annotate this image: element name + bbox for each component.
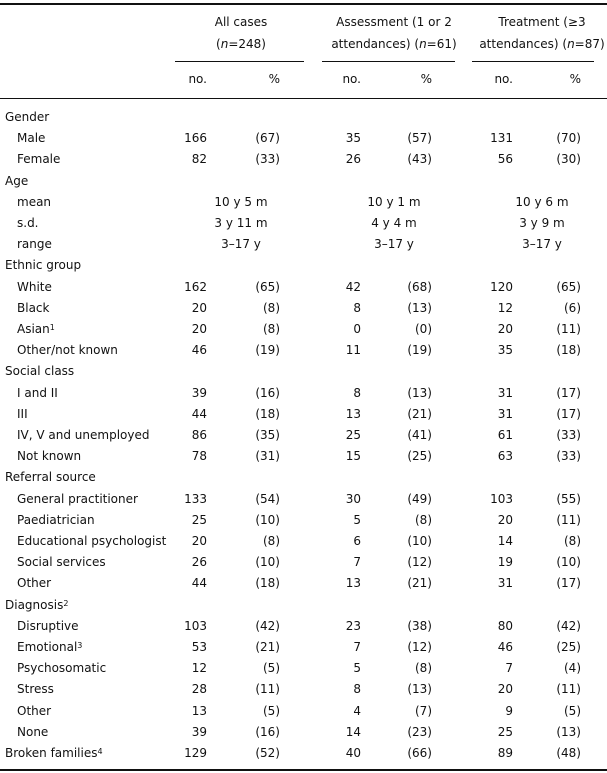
- row-label: Male: [17, 131, 46, 146]
- column-group-header: All cases: [214, 15, 268, 29]
- count-cell: 56: [497, 152, 513, 167]
- summary-value: 3–17 y: [221, 237, 261, 252]
- footnote-marker: 4: [97, 747, 103, 756]
- count-cell: 25: [191, 512, 207, 527]
- row-label: I and II: [17, 385, 58, 400]
- n-symbol: n: [220, 37, 229, 51]
- percent-cell: (16): [255, 724, 280, 739]
- percent-cell: (38): [407, 618, 432, 633]
- count-cell: 162: [184, 279, 207, 294]
- count-cell: 42: [345, 279, 361, 294]
- count-cell: 53: [191, 640, 207, 654]
- percent-cell: (13): [407, 682, 432, 697]
- count-cell: 28: [191, 682, 207, 697]
- count-cell: 13: [345, 576, 361, 591]
- percent-cell: (19): [255, 343, 280, 358]
- count-cell: 0: [353, 322, 361, 336]
- row-label: Not known: [17, 449, 82, 464]
- section-title: Gender: [5, 110, 50, 124]
- count-cell: 44: [191, 406, 207, 421]
- row-label: range: [17, 237, 52, 252]
- count-cell: 31: [497, 385, 513, 400]
- percent-cell: (67): [255, 131, 280, 146]
- percent-cell: (10): [255, 512, 280, 527]
- row-label: None: [17, 724, 49, 739]
- column-group-subheader: (n=248): [216, 37, 266, 51]
- count-cell: 35: [345, 131, 361, 146]
- percent-cell: (18): [556, 343, 581, 358]
- count-cell: 15: [345, 449, 361, 464]
- count-cell: 39: [191, 385, 207, 400]
- count-cell: 11: [345, 343, 361, 358]
- percent-cell: (23): [407, 724, 432, 739]
- count-cell: 5: [353, 661, 361, 676]
- percent-cell: (42): [255, 618, 280, 633]
- percent-cell: (6): [564, 300, 581, 315]
- count-cell: 39: [191, 724, 207, 739]
- row-label: Other: [17, 576, 52, 591]
- count-cell: 30: [345, 491, 361, 506]
- percent-cell: (68): [407, 279, 432, 294]
- summary-value: 10 y 5 m: [214, 194, 268, 209]
- percent-cell: (19): [407, 343, 432, 358]
- section-title: Diagnosis$^2$: [5, 597, 69, 612]
- count-cell: 80: [497, 618, 513, 633]
- group-underline: [322, 61, 455, 62]
- n-symbol: n: [419, 37, 427, 51]
- row-label: Other: [17, 703, 52, 718]
- summary-value: 4 y 4 m: [371, 216, 417, 230]
- count-cell: 133: [184, 491, 207, 506]
- count-cell: 5: [353, 512, 361, 527]
- bottom-rule: [0, 769, 607, 771]
- percent-cell: (18): [255, 406, 280, 421]
- percent-cell: (43): [407, 152, 432, 167]
- count-cell: 20: [497, 322, 513, 336]
- group-underline: [175, 61, 304, 62]
- count-cell: 19: [497, 555, 513, 570]
- count-cell: 103: [184, 618, 207, 633]
- summary-value: 10 y 1 m: [367, 194, 421, 209]
- percent-cell: (16): [255, 385, 280, 400]
- count-cell: 25: [345, 428, 361, 442]
- count-cell: 46: [191, 343, 207, 358]
- percent-cell: (8): [263, 300, 280, 315]
- summary-value: 3 y 9 m: [519, 216, 565, 230]
- count-cell: 20: [497, 512, 513, 527]
- count-cell: 61: [497, 428, 513, 442]
- percent-cell: (0): [415, 322, 432, 336]
- percent-cell: (11): [556, 682, 581, 697]
- percent-cell: (8): [263, 322, 280, 336]
- column-header-no: no.: [188, 72, 207, 86]
- percent-cell: (65): [556, 279, 581, 294]
- percent-cell: (13): [407, 385, 432, 400]
- section-title: Age: [5, 173, 29, 188]
- row-label: Black: [17, 300, 50, 315]
- percent-cell: (18): [255, 576, 280, 591]
- column-group-header: Treatment (≥3: [498, 15, 586, 29]
- percent-cell: (7): [415, 703, 432, 718]
- count-cell: 103: [490, 491, 513, 506]
- percent-cell: (21): [407, 406, 432, 421]
- percent-cell: (42): [556, 618, 581, 633]
- percent-cell: (10): [556, 555, 581, 570]
- percent-cell: (8): [263, 534, 280, 548]
- percent-cell: (5): [263, 661, 280, 676]
- percent-cell: (41): [407, 428, 432, 442]
- column-group-header: Assessment (1 or 2: [336, 15, 452, 29]
- top-rule: [0, 3, 607, 5]
- row-label: Asian$^1$: [17, 322, 55, 336]
- percent-cell: (8): [415, 661, 432, 676]
- count-cell: 13: [191, 703, 207, 718]
- percent-cell: (33): [255, 152, 280, 167]
- section-title: Ethnic group: [5, 258, 82, 273]
- section-title: Referral source: [5, 470, 96, 485]
- percent-cell: (8): [564, 534, 581, 548]
- percent-cell: (13): [407, 300, 432, 315]
- count-cell: 26: [345, 152, 361, 167]
- row-label: Psychosomatic: [17, 661, 107, 676]
- percent-cell: (70): [556, 131, 581, 146]
- column-header-pct: %: [268, 72, 280, 86]
- count-cell: 89: [497, 746, 513, 760]
- n-symbol: n: [567, 37, 575, 51]
- summary-value: 3 y 11 m: [214, 216, 268, 230]
- count-cell: 12: [497, 300, 513, 315]
- footnote-marker: 1: [49, 323, 55, 332]
- footnote-marker: 2: [63, 598, 69, 608]
- column-group-subheader: attendances) (n=87): [479, 37, 605, 51]
- percent-cell: (52): [255, 746, 280, 760]
- count-cell: 20: [191, 534, 207, 548]
- count-cell: 4: [353, 703, 361, 718]
- count-cell: 14: [345, 724, 361, 739]
- percent-cell: (25): [407, 449, 432, 464]
- row-label: Disruptive: [17, 618, 79, 633]
- count-cell: 25: [497, 724, 513, 739]
- percent-cell: (13): [556, 724, 581, 739]
- group-underline: [472, 61, 594, 62]
- count-cell: 63: [497, 449, 513, 464]
- column-header-no: no.: [342, 72, 361, 86]
- count-cell: 8: [353, 300, 361, 315]
- count-cell: 7: [353, 555, 361, 570]
- percent-cell: (25): [556, 640, 581, 654]
- count-cell: 46: [497, 640, 513, 654]
- percent-cell: (49): [407, 491, 432, 506]
- count-cell: 31: [497, 576, 513, 591]
- percent-cell: (54): [255, 491, 280, 506]
- count-cell: 31: [497, 406, 513, 421]
- percent-cell: (33): [556, 428, 581, 442]
- percent-cell: (35): [255, 428, 280, 442]
- row-label: Stress: [17, 682, 54, 697]
- row-label: Other/not known: [17, 343, 118, 358]
- percent-cell: (11): [556, 322, 581, 336]
- summary-value: 3–17 y: [522, 237, 562, 252]
- count-cell: 20: [191, 322, 207, 336]
- row-label: Paediatrician: [17, 512, 95, 527]
- count-cell: 40: [345, 746, 361, 760]
- row-label: s.d.: [17, 216, 39, 230]
- count-cell: 9: [505, 703, 513, 718]
- row-label: Social services: [17, 555, 106, 570]
- percent-cell: (17): [556, 406, 581, 421]
- column-header-pct: %: [420, 72, 432, 86]
- count-cell: 131: [490, 131, 513, 146]
- count-cell: 82: [191, 152, 207, 167]
- row-label: White: [17, 279, 52, 294]
- percent-cell: (4): [564, 661, 581, 676]
- row-label: III: [17, 406, 28, 421]
- row-label: Educational psychologist: [17, 534, 167, 548]
- percent-cell: (17): [556, 576, 581, 591]
- count-cell: 7: [353, 640, 361, 654]
- count-cell: 8: [353, 385, 361, 400]
- percent-cell: (5): [564, 703, 581, 718]
- count-cell: 26: [191, 555, 207, 570]
- percent-cell: (21): [255, 640, 280, 654]
- percent-cell: (66): [407, 746, 432, 760]
- count-cell: 14: [497, 534, 513, 548]
- percent-cell: (33): [556, 449, 581, 464]
- summary-value: 10 y 6 m: [515, 194, 569, 209]
- column-group-subheader: attendances) (n=61): [331, 37, 457, 51]
- percent-cell: (11): [556, 512, 581, 527]
- percent-cell: (11): [255, 682, 280, 697]
- percent-cell: (17): [556, 385, 581, 400]
- percent-cell: (57): [407, 131, 432, 146]
- row-label: Female: [17, 152, 61, 167]
- count-cell: 86: [191, 428, 207, 442]
- percent-cell: (12): [407, 640, 432, 654]
- count-cell: 23: [345, 618, 361, 633]
- footnote-marker: 3: [77, 641, 83, 650]
- percent-cell: (5): [263, 703, 280, 718]
- percent-cell: (30): [556, 152, 581, 167]
- percent-cell: (8): [415, 512, 432, 527]
- percent-cell: (12): [407, 555, 432, 570]
- count-cell: 20: [497, 682, 513, 697]
- percent-cell: (48): [556, 746, 581, 760]
- count-cell: 7: [505, 661, 513, 676]
- percent-cell: (65): [255, 279, 280, 294]
- count-cell: 78: [191, 449, 207, 464]
- count-cell: 129: [184, 746, 207, 760]
- row-label: mean: [17, 194, 52, 209]
- summary-value: 3–17 y: [374, 237, 414, 252]
- count-cell: 13: [345, 406, 361, 421]
- count-cell: 20: [191, 300, 207, 315]
- percent-cell: (55): [556, 491, 581, 506]
- section-title: Broken families$^4$: [5, 746, 103, 760]
- count-cell: 6: [353, 534, 361, 548]
- section-title: Social class: [5, 364, 75, 379]
- count-cell: 166: [184, 131, 207, 146]
- percent-cell: (10): [255, 555, 280, 570]
- count-cell: 44: [191, 576, 207, 591]
- row-label: General practitioner: [17, 491, 138, 506]
- count-cell: 35: [497, 343, 513, 358]
- count-cell: 120: [490, 279, 513, 294]
- row-label: Emotional$^3$: [17, 640, 83, 654]
- percent-cell: (10): [407, 534, 432, 548]
- count-cell: 8: [353, 682, 361, 697]
- column-header-no: no.: [494, 72, 513, 86]
- percent-cell: (31): [255, 449, 280, 464]
- header-rule: [0, 98, 607, 99]
- column-header-pct: %: [569, 72, 581, 86]
- percent-cell: (21): [407, 576, 432, 591]
- count-cell: 12: [191, 661, 207, 676]
- row-label: IV, V and unemployed: [17, 428, 150, 442]
